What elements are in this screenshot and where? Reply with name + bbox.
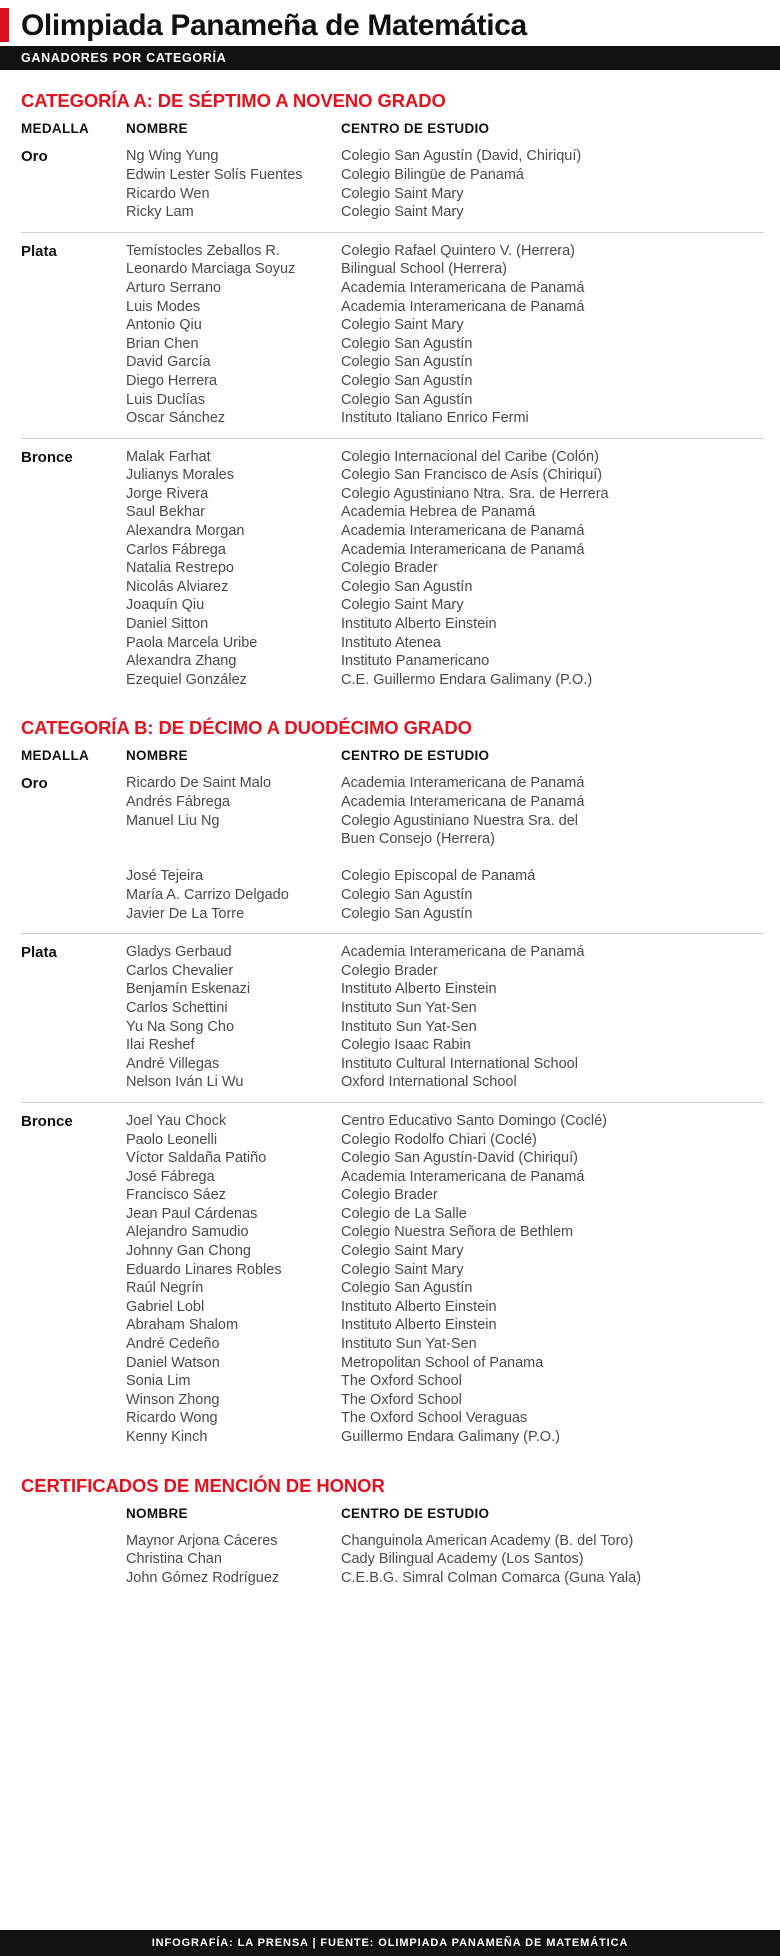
winner-name: José Tejeira: [126, 868, 204, 885]
table-row: [126, 615, 764, 634]
winner-name: Kenny Kinch: [126, 1429, 208, 1446]
header-name: NOMBRE: [126, 121, 188, 137]
winner-name: Temístocles Zeballos R.: [126, 242, 280, 259]
winner-name: Joaquín Qiu: [126, 597, 205, 614]
table-row: [126, 634, 764, 653]
table-row: [126, 279, 764, 298]
table-row: [126, 1279, 764, 1298]
table-row: [126, 335, 764, 354]
winner-school: Colegio Bilingüe de Panamá: [341, 166, 524, 183]
medal-block: [21, 1102, 764, 1457]
table-row: [126, 774, 764, 793]
header-medal: MEDALLA: [21, 748, 90, 764]
winner-school: Colegio Rodolfo Chiari (Coclé): [341, 1131, 537, 1148]
medal-rows: [126, 448, 764, 690]
winner-name: Arturo Serrano: [126, 279, 222, 296]
table-row: [126, 409, 764, 428]
table-row: [126, 1018, 764, 1037]
winner-name: Ezequiel González: [126, 671, 247, 688]
winner-school: Colegio Saint Mary: [341, 597, 464, 614]
table-row: [126, 1261, 764, 1280]
table-row: [126, 372, 764, 391]
winner-school: Academia Interamericana de Panamá: [341, 1168, 585, 1185]
winner-school: Instituto Sun Yat-Sen: [341, 1336, 477, 1353]
winner-name: Brian Chen: [126, 335, 199, 352]
winner-school: Colegio Brader: [341, 962, 438, 979]
column-headers: [21, 748, 764, 772]
medal-label: Plata: [21, 242, 57, 260]
winner-school: Instituto Alberto Einstein: [341, 1298, 497, 1315]
winner-name: Paola Marcela Uribe: [126, 634, 258, 651]
table-row: [126, 1409, 764, 1428]
winner-name: Diego Herrera: [126, 372, 218, 389]
medal-rows: [126, 147, 764, 221]
table-row: [126, 1036, 764, 1055]
table-row: [126, 1298, 764, 1317]
table-row: [126, 466, 764, 485]
winner-school: Colegio San Agustín: [341, 335, 473, 352]
winner-school: Colegio San Agustín-David (Chiriquí): [341, 1150, 578, 1167]
category-title: CATEGORÍA B: DE DÉCIMO A DUODÉCIMO GRADO: [21, 717, 472, 739]
winner-school: Colegio San Agustín: [341, 354, 473, 371]
winner-school: Colegio de La Salle: [341, 1205, 467, 1222]
winner-school: The Oxford School: [341, 1373, 462, 1390]
winner-school: Colegio Nuestra Señora de Bethlem: [341, 1224, 574, 1241]
winner-school: Colegio Saint Mary: [341, 204, 464, 221]
honor-rows: [126, 1530, 764, 1588]
winner-name: María A. Carrizo Delgado: [126, 886, 289, 903]
table-row: [126, 962, 764, 981]
winner-name: Natalia Restrepo: [126, 560, 234, 577]
table-row: [126, 830, 764, 849]
table-row: [126, 185, 764, 204]
table-row: [126, 559, 764, 578]
table-row: [126, 242, 764, 261]
winner-school: Colegio Isaac Rabin: [341, 1037, 471, 1054]
winner-school: Colegio Agustiniano Ntra. Sra. de Herrera: [341, 485, 609, 502]
category-title: CATEGORÍA A: DE SÉPTIMO A NOVENO GRADO: [21, 90, 446, 112]
winner-name: Carlos Fábrega: [126, 541, 226, 558]
winner-name: Carlos Schettini: [126, 999, 228, 1016]
table-row: [126, 203, 764, 222]
footer-credit: INFOGRAFÍA: LA PRENSA | FUENTE: OLIMPIADA PANAMEÑA DE MATEMÁTICA: [0, 1930, 780, 1956]
winner-name: Alexandra Morgan: [126, 523, 245, 540]
medal-label: Plata: [21, 944, 57, 962]
page-title: Olimpiada Panameña de Matemática: [21, 9, 527, 42]
winner-name: Johnny Gan Chong: [126, 1243, 251, 1260]
winner-school: Academia Interamericana de Panamá: [341, 279, 585, 296]
winner-school: Colegio San Agustín: [341, 886, 473, 903]
honor-name: Christina Chan: [126, 1551, 222, 1568]
table-row: [126, 1205, 764, 1224]
winner-school: The Oxford School Veraguas: [341, 1410, 528, 1427]
medal-label: Oro: [21, 775, 48, 793]
table-row: [126, 596, 764, 615]
winner-name: Víctor Saldaña Patiño: [126, 1150, 267, 1167]
winner-school: Colegio San Agustín: [341, 372, 473, 389]
winner-school: Colegio San Agustín: [341, 391, 473, 408]
winner-name: Abraham Shalom: [126, 1317, 239, 1334]
winner-name: Alexandra Zhang: [126, 653, 237, 670]
table-row: [126, 1131, 764, 1150]
winner-name: Edwin Lester Solís Fuentes: [126, 166, 303, 183]
winner-name: Daniel Watson: [126, 1354, 220, 1371]
table-row: [126, 1391, 764, 1410]
medal-label: Oro: [21, 148, 48, 166]
winner-school: Colegio Internacional del Caribe (Colón): [341, 448, 599, 465]
subtitle-bar: GANADORES POR CATEGORÍA: [0, 46, 780, 70]
table-row: [126, 1316, 764, 1335]
winner-name: Julianys Morales: [126, 467, 234, 484]
winner-school: Colegio Brader: [341, 1187, 438, 1204]
table-row: [126, 867, 764, 886]
table-row: [126, 1335, 764, 1354]
table-row: [126, 652, 764, 671]
winner-name: André Cedeño: [126, 1336, 220, 1353]
winner-school: Instituto Panamericano: [341, 653, 490, 670]
table-row: [126, 166, 764, 185]
header-school: CENTRO DE ESTUDIO: [341, 121, 490, 137]
medal-label: Bronce: [21, 1112, 73, 1130]
header-name: NOMBRE: [126, 748, 188, 764]
medal-label: Bronce: [21, 448, 73, 466]
table-row: [126, 1168, 764, 1187]
winner-school: Instituto Alberto Einstein: [341, 981, 497, 998]
winner-name: Luis Modes: [126, 298, 201, 315]
winner-name: Nicolás Alviarez: [126, 578, 229, 595]
winner-name: Sonia Lim: [126, 1373, 191, 1390]
winner-name: Ricardo Wong: [126, 1410, 218, 1427]
winner-name: Benjamín Eskenazi: [126, 981, 251, 998]
honor-row: [126, 1569, 764, 1588]
table-row: [126, 353, 764, 372]
column-headers: [21, 121, 764, 145]
winner-school: Instituto Sun Yat-Sen: [341, 1018, 477, 1035]
winner-school: Instituto Alberto Einstein: [341, 1317, 497, 1334]
table-row: [126, 147, 764, 166]
honor-header-school: CENTRO DE ESTUDIO: [341, 1505, 490, 1521]
winner-name: Paolo Leonelli: [126, 1131, 218, 1148]
header-school: CENTRO DE ESTUDIO: [341, 748, 490, 764]
winner-school: Academia Interamericana de Panamá: [341, 944, 585, 961]
table-row: [126, 1223, 764, 1242]
winner-name: Eduardo Linares Robles: [126, 1261, 282, 1278]
table-row: [126, 1354, 764, 1373]
winner-school: Academia Interamericana de Panamá: [341, 775, 585, 792]
medal-block: [21, 933, 764, 1102]
table-row: [126, 886, 764, 905]
medal-block: [21, 232, 764, 438]
winner-name: Andrés Fábrega: [126, 794, 230, 811]
winner-name: Jean Paul Cárdenas: [126, 1205, 258, 1222]
winner-name: Saul Bekhar: [126, 504, 205, 521]
table-row: [126, 1149, 764, 1168]
winner-name: Raúl Negrín: [126, 1280, 204, 1297]
table-row: [126, 298, 764, 317]
winner-name: Gabriel Lobl: [126, 1298, 205, 1315]
winner-name: Daniel Sitton: [126, 616, 209, 633]
honor-section-title: CERTIFICADOS DE MENCIÓN DE HONOR: [21, 1474, 385, 1496]
table-row: [126, 541, 764, 560]
winner-name: Gladys Gerbaud: [126, 944, 232, 961]
medal-block: [21, 772, 764, 933]
winner-name: [126, 830, 341, 849]
winner-school: Instituto Atenea: [341, 634, 441, 651]
winner-name: Ricardo De Saint Malo: [126, 775, 272, 792]
medal-rows: [126, 943, 764, 1092]
winner-name: Francisco Sáez: [126, 1187, 226, 1204]
table-row: [126, 943, 764, 962]
table-row: [126, 485, 764, 504]
winner-name: Ricardo Wen: [126, 185, 210, 202]
winner-school: Colegio San Agustín: [341, 1280, 473, 1297]
honor-name: John Gómez Rodríguez: [126, 1569, 280, 1586]
winner-name: Yu Na Song Cho: [126, 1018, 235, 1035]
honor-header-name: NOMBRE: [126, 1505, 188, 1521]
table-row: [126, 905, 764, 924]
masthead: [0, 0, 780, 46]
winner-school: Colegio Episcopal de Panamá: [341, 868, 536, 885]
winner-name: José Fábrega: [126, 1168, 215, 1185]
table-row: [126, 522, 764, 541]
winner-name: Manuel Liu Ng: [126, 812, 220, 829]
winner-school: Guillermo Endara Galimany (P.O.): [341, 1429, 560, 1446]
winner-school: Colegio San Agustín: [341, 905, 473, 922]
winner-school: Colegio San Agustín (David, Chiriquí): [341, 148, 582, 165]
medal-rows: [126, 1112, 764, 1447]
winner-school: C.E. Guillermo Endara Galimany (P.O.): [341, 671, 593, 688]
winner-name: Luis Duclías: [126, 391, 205, 408]
masthead-accent-rule: [0, 8, 9, 42]
table-row: [126, 260, 764, 279]
winner-name: Ilai Reshef: [126, 1037, 195, 1054]
winner-school: Metropolitan School of Panama: [341, 1354, 544, 1371]
table-row: [126, 980, 764, 999]
winner-name: Nelson Iván Li Wu: [126, 1074, 244, 1091]
winner-school: Instituto Cultural International School: [341, 1055, 578, 1072]
winner-school: The Oxford School: [341, 1391, 462, 1408]
winner-name: Malak Farhat: [126, 448, 211, 465]
honor-name: Maynor Arjona Cáceres: [126, 1532, 278, 1549]
table-row: [126, 578, 764, 597]
table-row: [126, 391, 764, 410]
medal-rows: [126, 774, 764, 923]
honor-column-headers: [126, 1506, 764, 1530]
categories-container: [21, 90, 764, 1456]
winner-school: Instituto Sun Yat-Sen: [341, 999, 477, 1016]
medal-block: [21, 438, 764, 700]
table-row: [126, 1428, 764, 1447]
winner-school: Colegio Saint Mary: [341, 1261, 464, 1278]
winner-school: Oxford International School: [341, 1074, 517, 1091]
table-row: [126, 316, 764, 335]
table-row: [126, 793, 764, 812]
winner-name: Jorge Rivera: [126, 485, 209, 502]
winner-school: Colegio Agustiniano Nuestra Sra. del: [341, 812, 578, 829]
winner-name: Carlos Chevalier: [126, 962, 234, 979]
table-row: [126, 812, 764, 831]
winner-school: Bilingual School (Herrera): [341, 261, 508, 278]
content-area: [0, 72, 780, 1930]
table-row: [126, 1186, 764, 1205]
winner-name: Ng Wing Yung: [126, 148, 219, 165]
table-row: [126, 503, 764, 522]
winner-school: Colegio San Agustín: [341, 578, 473, 595]
table-row: [126, 1242, 764, 1261]
honor-school: C.E.B.G. Simral Colman Comarca (Guna Yala): [341, 1569, 642, 1586]
winner-school: Centro Educativo Santo Domingo (Coclé): [341, 1112, 607, 1129]
honor-school: Changuinola American Academy (B. del Toro): [341, 1532, 634, 1549]
honor-school: Cady Bilingual Academy (Los Santos): [341, 1551, 584, 1568]
table-row: [126, 671, 764, 690]
table-row: [126, 1112, 764, 1131]
winner-school: Colegio Brader: [341, 560, 438, 577]
winner-school: Instituto Italiano Enrico Fermi: [341, 410, 529, 427]
winner-name: Oscar Sánchez: [126, 410, 226, 427]
table-row: [126, 1055, 764, 1074]
winner-school: Instituto Alberto Einstein: [341, 616, 497, 633]
winner-name: Winson Zhong: [126, 1391, 220, 1408]
winner-name: Alejandro Samudio: [126, 1224, 249, 1241]
row-spacer: [126, 849, 764, 868]
winner-school: Buen Consejo (Herrera): [341, 831, 495, 848]
winner-name: Javier De La Torre: [126, 905, 245, 922]
medal-block: [21, 145, 764, 231]
winner-name: David García: [126, 354, 211, 371]
winner-school: Colegio Rafael Quintero V. (Herrera): [341, 242, 575, 259]
medal-rows: [126, 242, 764, 428]
table-row: [126, 999, 764, 1018]
table-row: [126, 448, 764, 467]
header-medal: MEDALLA: [21, 121, 90, 137]
honor-row: [126, 1550, 764, 1569]
table-row: [126, 1073, 764, 1092]
winner-school: Colegio San Francisco de Asís (Chiriquí): [341, 467, 603, 484]
winner-school: Colegio Saint Mary: [341, 317, 464, 334]
winner-name: Joel Yau Chock: [126, 1112, 227, 1129]
winner-school: Academia Interamericana de Panamá: [341, 794, 585, 811]
winner-name: Antonio Qiu: [126, 317, 202, 334]
winner-school: Colegio Saint Mary: [341, 185, 464, 202]
winner-school: Academia Interamericana de Panamá: [341, 523, 585, 540]
winner-school: Academia Hebrea de Panamá: [341, 504, 536, 521]
winner-name: André Villegas: [126, 1055, 220, 1072]
winner-name: Ricky Lam: [126, 204, 194, 221]
winner-school: Academia Interamericana de Panamá: [341, 541, 585, 558]
honor-row: [126, 1532, 764, 1551]
winner-name: Leonardo Marciaga Soyuz: [126, 261, 296, 278]
winner-school: Academia Interamericana de Panamá: [341, 298, 585, 315]
winner-school: Colegio Saint Mary: [341, 1243, 464, 1260]
table-row: [126, 1372, 764, 1391]
